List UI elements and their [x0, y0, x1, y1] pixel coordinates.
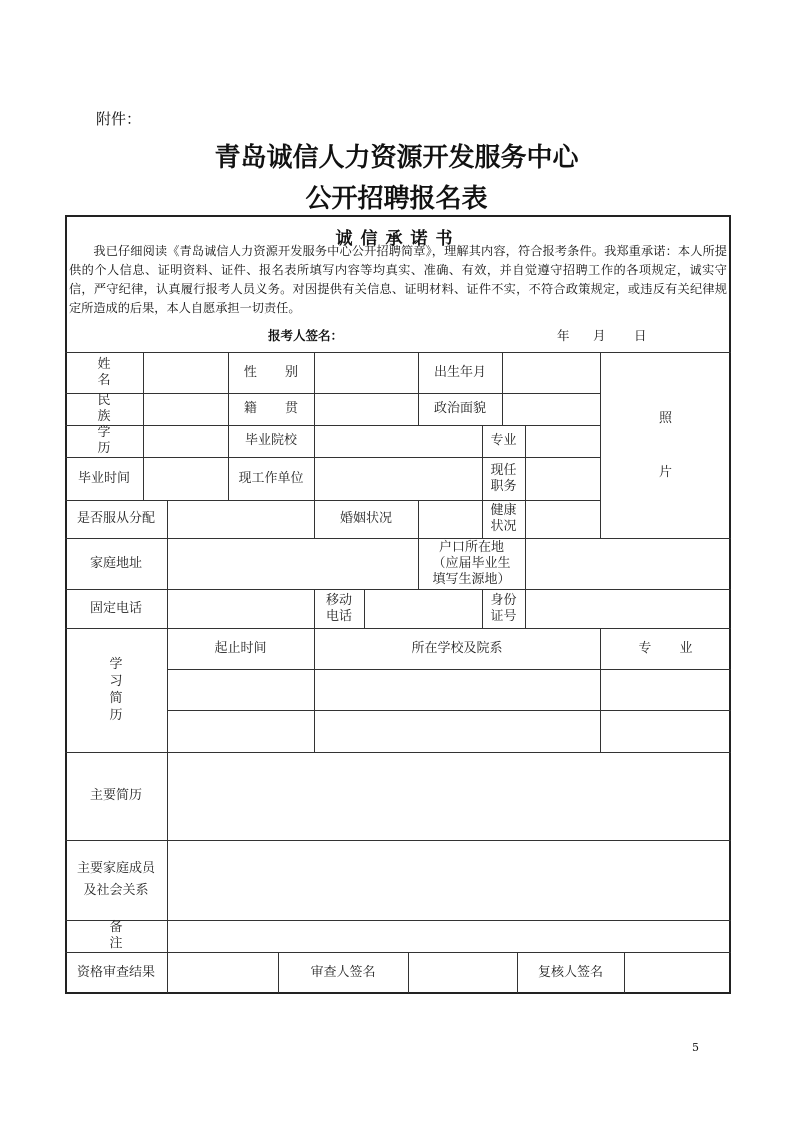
study-period-input-1[interactable] — [167, 669, 314, 710]
label-landline: 固定电话 — [89, 600, 142, 616]
home-address-input[interactable] — [167, 538, 418, 589]
marital-status-input[interactable] — [418, 500, 482, 538]
signature-label: 报考人签名： — [268, 328, 344, 343]
col-header-period: 起止时间 — [214, 640, 267, 656]
label-accept-assignment: 是否服从分配 — [76, 511, 155, 526]
study-period-input-2[interactable] — [167, 710, 314, 752]
study-major-input-1[interactable] — [600, 669, 731, 710]
label-ethnicity: 民 族 — [97, 393, 123, 424]
major-input[interactable] — [525, 425, 600, 457]
birth-input[interactable] — [502, 352, 600, 393]
study-major-input-2[interactable] — [600, 710, 731, 752]
label-home-address: 家庭地址 — [89, 555, 142, 571]
label-mobile: 移动电话 — [325, 592, 352, 624]
label-gender: 性 别 — [243, 364, 311, 380]
photo-label-2: 片 — [658, 465, 672, 480]
page-number: 5 — [692, 1041, 699, 1054]
current-position-input[interactable] — [525, 457, 600, 500]
ethnicity-input[interactable] — [143, 393, 228, 425]
study-school-input-2[interactable] — [314, 710, 600, 752]
label-birth: 出生年月 — [433, 364, 486, 380]
label-study-history — [65, 628, 167, 752]
label-review-result: 资格审查结果 — [76, 964, 155, 980]
label-political-status: 政治面貌 — [433, 401, 486, 416]
label-remarks: 备 注 — [109, 920, 157, 951]
rechecker-signature-input[interactable] — [624, 952, 731, 993]
label-education: 学 历 — [97, 425, 145, 456]
col-header-major: 专 业 — [638, 640, 705, 656]
political-status-input[interactable] — [502, 393, 600, 425]
label-main-resume: 主要简历 — [89, 788, 142, 803]
study-history-label-text: 学习简历 — [109, 657, 123, 723]
date-year-label: 年 — [557, 328, 570, 343]
label-native-place: 籍 贯 — [243, 401, 311, 416]
date-day-label: 日 — [634, 328, 647, 343]
family-relations-input[interactable] — [167, 840, 731, 920]
label-reviewer-signature: 审查人签名 — [310, 964, 376, 980]
mobile-input[interactable] — [364, 589, 482, 628]
current-employer-input[interactable] — [314, 457, 482, 500]
col-header-school: 所在学校及院系 — [411, 640, 503, 656]
date-month-label: 月 — [593, 328, 606, 343]
remarks-input[interactable] — [167, 920, 731, 952]
label-marital-status: 婚姻状况 — [339, 511, 392, 526]
id-number-input[interactable] — [525, 589, 731, 628]
graduated-school-input[interactable] — [314, 425, 482, 457]
document-title-form: 公开招聘报名表 — [305, 184, 488, 214]
label-family-relations: 主要家庭成员及社会关系 — [76, 861, 155, 898]
photo-label-1: 照 — [658, 411, 672, 426]
gender-input[interactable] — [314, 352, 418, 393]
native-place-input[interactable] — [314, 393, 418, 425]
signature-field[interactable] — [345, 326, 545, 344]
label-id-number: 身份证号 — [490, 592, 517, 624]
health-status-input[interactable] — [525, 500, 600, 538]
name-input[interactable] — [143, 352, 228, 393]
main-resume-input[interactable] — [167, 752, 731, 840]
photo-box[interactable] — [600, 352, 731, 538]
label-current-position: 现任职务 — [490, 462, 517, 494]
pledge-heading: 诚信承诺书 — [335, 229, 461, 249]
label-rechecker-signature: 复核人签名 — [537, 964, 603, 980]
education-input[interactable] — [143, 425, 228, 457]
label-graduated-school: 毕业院校 — [244, 433, 297, 448]
review-result-input[interactable] — [167, 952, 278, 993]
attachment-label: 附件： — [96, 110, 142, 128]
label-name: 姓 名 — [97, 356, 123, 388]
label-current-employer: 现工作单位 — [238, 470, 304, 486]
reviewer-signature-input[interactable] — [408, 952, 517, 993]
household-registration-input[interactable] — [525, 538, 731, 589]
pledge-body: 我已仔细阅读《青岛诚信人力资源开发服务中心公开招聘简章》，理解其内容，符合报考条件。我郑重承诺：本人所提供的个人信息、证明资料、证件、报名表所填写内容等均真实、准确、有效，并自觉遵守招聘工作的各项规定，诚实守信，严守纪律，认真履行报考人员义务。对因提供有关信息、证明材料、证件不实，不符合政策规定，或违反有关纪律规定所造成的后果，本人自愿承担一切责任。 — [69, 244, 727, 315]
label-major: 专业 — [490, 433, 517, 448]
label-graduation-time: 毕业时间 — [77, 470, 130, 486]
document-title-org: 青岛诚信人力资源开发服务中心 — [214, 143, 579, 173]
accept-assignment-input[interactable] — [167, 500, 314, 538]
graduation-time-input[interactable] — [143, 457, 228, 500]
landline-input[interactable] — [167, 589, 314, 628]
label-health-status: 健康状况 — [490, 503, 517, 534]
study-school-input-1[interactable] — [314, 669, 600, 710]
label-household-registration: 户口所在地（应届毕业生填写生源地） — [432, 539, 511, 587]
